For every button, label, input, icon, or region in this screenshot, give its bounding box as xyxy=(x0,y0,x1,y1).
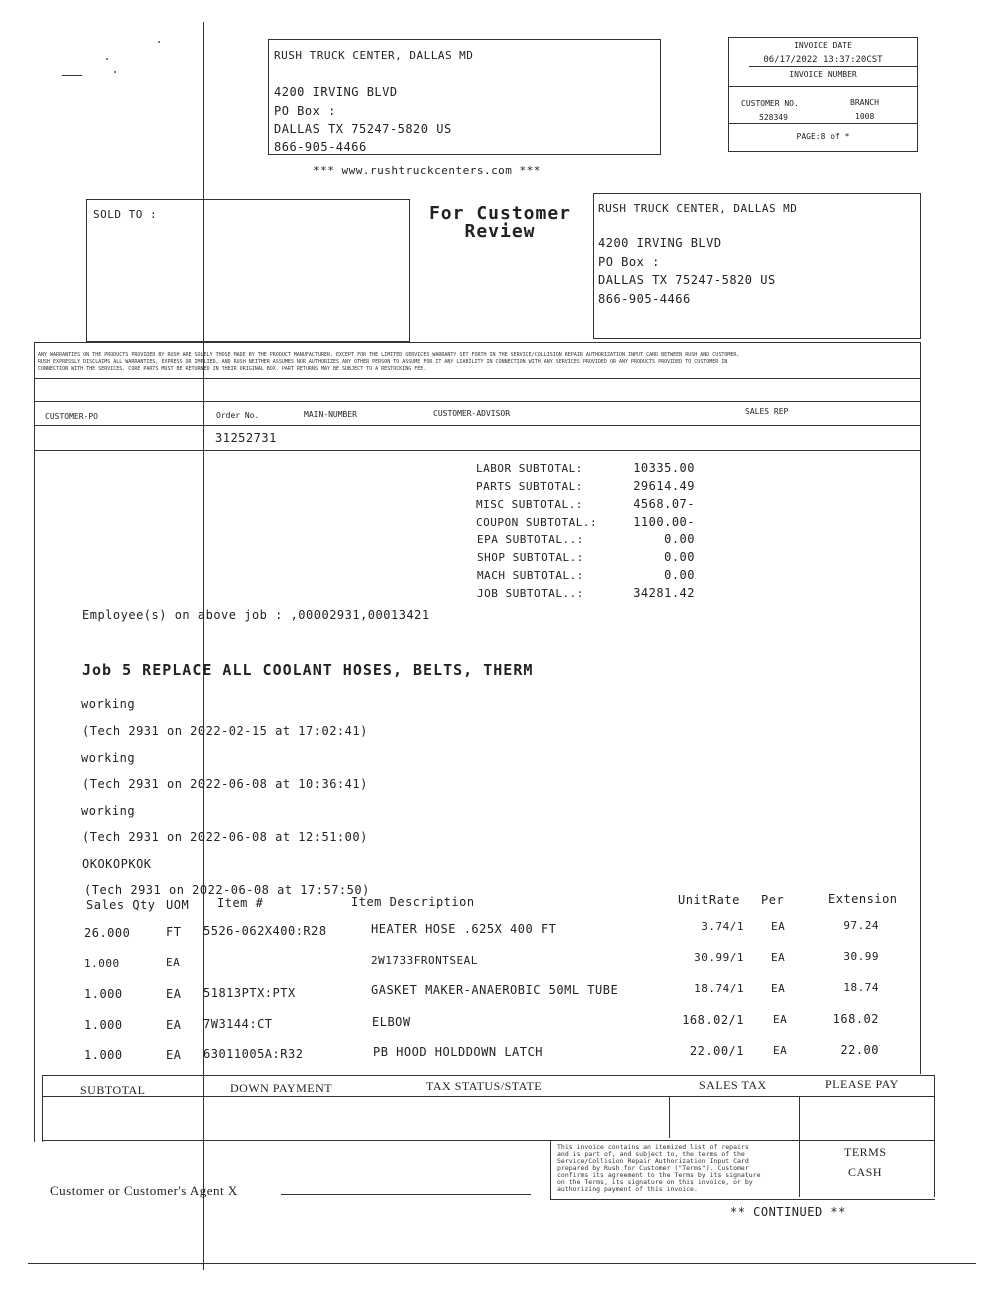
subtotal-value: 34281.42 xyxy=(633,586,695,600)
part-item-number: 51813PTX:PTX xyxy=(203,986,296,1000)
divider xyxy=(799,1096,800,1197)
signature-label: Customer or Customer's Agent X xyxy=(50,1183,238,1198)
part-qty: 26.000 xyxy=(84,926,131,940)
ship-to-po-box: PO Box : xyxy=(598,255,660,269)
part-item-number: 5526-062X400:R28 xyxy=(203,924,327,938)
scan-speck xyxy=(114,71,116,73)
part-uom: EA xyxy=(166,956,181,969)
part-uom: EA xyxy=(166,987,182,1001)
sold-to-box xyxy=(86,199,410,342)
down-payment-header: DOWN PAYMENT xyxy=(230,1081,333,1095)
store-po-box: PO Box : xyxy=(274,104,336,118)
sales-tax-header: SALES TAX xyxy=(699,1078,767,1092)
divider xyxy=(669,1096,670,1138)
sales-rep-header: SALES REP xyxy=(745,407,789,416)
divider xyxy=(550,1140,551,1200)
subtotal-value: 0.00 xyxy=(664,568,695,582)
ship-to-name: RUSH TRUCK CENTER, DALLAS MD xyxy=(598,202,798,215)
invoice-number-label: INVOICE NUMBER xyxy=(789,70,857,79)
job-note: OKOKOPKOK xyxy=(82,857,152,871)
divider xyxy=(749,66,917,67)
part-extension: 168.02 xyxy=(832,1012,879,1026)
scan-speck xyxy=(106,58,108,60)
customer-po-header: CUSTOMER-PO xyxy=(45,412,98,421)
frame-right xyxy=(934,1075,935,1197)
order-no-value: 31252731 xyxy=(215,431,277,445)
terms-label: TERMS xyxy=(844,1145,887,1159)
agreement-text: authorizing payment of this invoice. xyxy=(557,1185,698,1193)
parts-header-extension: Extension xyxy=(828,892,898,906)
parts-header-desc: Item Description xyxy=(351,895,475,909)
warranty-disclaimer-line: RUSH EXPRESSLY DISCLAIMS ALL WARRANTIES, EXPRESS OR IMPLIED, AND RUSH NEITHER ASSUMES NOR AUTHORIZES ANY OTHER PERSON TO ASSUME FOR IT ANY LIABILITY IN CONNECTION WITH ANY SERVICES PROVIDED OR ANY PRODUCTS PROVIDED TO CUSTOMER IN xyxy=(38,359,728,365)
scan-speck xyxy=(158,41,160,43)
ship-to-phone: 866-905-4466 xyxy=(598,292,691,306)
part-description: HEATER HOSE .625X 400 FT xyxy=(371,922,557,936)
invoice-date-label: INVOICE DATE xyxy=(794,41,852,50)
divider xyxy=(729,86,917,87)
branch-label: BRANCH xyxy=(850,98,879,107)
part-item-number: 63011005A:R32 xyxy=(203,1047,304,1061)
subtotal-value: 29614.49 xyxy=(633,479,695,493)
review-subtitle: Review xyxy=(464,221,536,242)
part-per: EA xyxy=(771,920,786,933)
subtotal-label: SHOP SUBTOTAL.: xyxy=(477,551,584,564)
subtotal-label: LABOR SUBTOTAL: xyxy=(476,462,583,475)
job-note: working xyxy=(81,697,136,711)
subtotal-label: EPA SUBTOTAL..: xyxy=(477,533,584,546)
ship-to-city: DALLAS TX 75247-5820 US xyxy=(598,273,776,287)
part-per: EA xyxy=(771,951,786,964)
ship-to-box xyxy=(593,193,921,339)
employees-line: Employee(s) on above job : ,00002931,00013421 xyxy=(82,608,430,622)
part-extension: 22.00 xyxy=(840,1043,879,1057)
part-extension: 30.99 xyxy=(843,950,879,963)
scan-mark xyxy=(62,75,82,76)
divider xyxy=(42,1140,935,1141)
main-number-header: MAIN-NUMBER xyxy=(304,410,357,419)
divider xyxy=(34,401,920,402)
part-unit-rate: 22.00/1 xyxy=(689,1044,744,1058)
divider xyxy=(34,425,920,426)
invoice-info-box xyxy=(728,37,918,152)
part-qty: 1.000 xyxy=(84,957,120,970)
agreement-text: This invoice contains an itemized list of repairs xyxy=(557,1143,749,1151)
subtotal-label: JOB SUBTOTAL..: xyxy=(477,587,584,600)
divider xyxy=(34,378,920,379)
continued-marker: ** CONTINUED ** xyxy=(730,1205,846,1219)
review-title: For Customer xyxy=(428,203,572,224)
ship-to-address: 4200 IRVING BLVD xyxy=(598,236,722,250)
please-pay-header: PLEASE PAY xyxy=(825,1077,899,1091)
subtotal-value: 10335.00 xyxy=(633,461,695,475)
part-description: ELBOW xyxy=(372,1015,411,1029)
customer-no-label: CUSTOMER NO. xyxy=(741,99,799,108)
divider xyxy=(34,342,920,343)
store-address: 4200 IRVING BLVD xyxy=(274,85,398,99)
order-no-header: Order No. xyxy=(216,411,260,420)
store-address-box xyxy=(268,39,661,155)
part-uom: EA xyxy=(166,1018,182,1032)
store-name: RUSH TRUCK CENTER, DALLAS MD xyxy=(274,49,474,62)
divider xyxy=(42,1096,935,1097)
subtotal-label: PARTS SUBTOTAL: xyxy=(476,480,583,493)
parts-header-unit-rate: UnitRate xyxy=(678,893,740,907)
part-item-number: 7W3144:CT xyxy=(203,1017,273,1031)
signature-line[interactable] xyxy=(281,1194,531,1195)
subtotal-value: 4568.07- xyxy=(633,497,695,511)
part-qty: 1.000 xyxy=(84,1048,123,1062)
job-note: (Tech 2931 on 2022-06-08 at 12:51:00) xyxy=(82,830,368,844)
job-note: (Tech 2931 on 2022-02-15 at 17:02:41) xyxy=(82,724,368,738)
job-title: Job 5 REPLACE ALL COOLANT HOSES, BELTS, THERM xyxy=(82,661,534,679)
part-per: EA xyxy=(773,1013,788,1026)
tax-status-header: TAX STATUS/STATE xyxy=(426,1079,543,1093)
job-note: (Tech 2931 on 2022-06-08 at 10:36:41) xyxy=(82,777,368,791)
agreement-text: Service/Collision Repair Authorization Input Card xyxy=(557,1157,749,1165)
part-uom: EA xyxy=(166,1048,182,1062)
parts-header-item: Item # xyxy=(217,896,264,910)
frame-left xyxy=(34,342,35,1142)
warranty-disclaimer-line: ANY WARRANTIES ON THE PRODUCTS PROVIDED BY RUSH ARE SOLELY THOSE MADE BY THE PRODUCT MANUFACTURER. EXCEPT FOR THE LIMITED SERVICES WARRANTY SET FORTH IN THE SERVICE/COLLISION REPAIR AUTHORIZATION INPUT CARD BETWEEN RUSH AND CUSTOMER, xyxy=(38,352,740,358)
customer-advisor-header: CUSTOMER-ADVISOR xyxy=(433,409,511,418)
subtotal-value: 1100.00- xyxy=(633,515,695,529)
part-extension: 97.24 xyxy=(843,919,879,932)
divider xyxy=(729,123,917,124)
subtotal-header: SUBTOTAL xyxy=(80,1083,146,1097)
parts-header-per: Per xyxy=(761,893,785,907)
divider xyxy=(42,1075,935,1076)
part-qty: 1.000 xyxy=(84,1018,123,1032)
part-description: GASKET MAKER-ANAEROBIC 50ML TUBE xyxy=(371,983,619,997)
agreement-text: prepared by Rush for Customer ("Terms"). Customer xyxy=(557,1164,749,1172)
store-city: DALLAS TX 75247-5820 US xyxy=(274,122,452,136)
part-unit-rate: 3.74/1 xyxy=(701,920,744,933)
part-unit-rate: 30.99/1 xyxy=(694,951,744,964)
subtotal-value: 0.00 xyxy=(664,550,695,564)
sold-to-label: SOLD TO : xyxy=(93,208,158,221)
subtotal-label: MISC SUBTOTAL.: xyxy=(476,498,583,511)
part-description: PB HOOD HOLDDOWN LATCH xyxy=(373,1045,543,1059)
frame-left xyxy=(42,1075,43,1142)
part-description: 2W1733FRONTSEAL xyxy=(371,954,478,967)
part-uom: FT xyxy=(166,925,182,939)
subtotal-label: MACH SUBTOTAL.: xyxy=(477,569,584,582)
agreement-text: confirms its agreement to the Terms by its signature xyxy=(557,1171,761,1179)
agreement-text: on the Terms, its signature on this invoice, or by xyxy=(557,1178,753,1186)
store-website: *** www.rushtruckcenters.com *** xyxy=(313,164,541,177)
part-unit-rate: 168.02/1 xyxy=(682,1013,744,1027)
warranty-disclaimer-line: CONNECTION WITH THE SERVICES. CORE PARTS MUST BE RETURNED IN THEIR ORIGINAL BOX. PART RETURNS MAY BE SUBJECT TO A RESTOCKING FEE. xyxy=(38,366,427,372)
store-phone: 866-905-4466 xyxy=(274,140,367,154)
subtotal-label: COUPON SUBTOTAL.: xyxy=(476,516,598,529)
customer-no-value: 528349 xyxy=(759,113,788,122)
job-note: working xyxy=(81,751,136,765)
part-per: EA xyxy=(771,982,786,995)
job-note: working xyxy=(81,804,136,818)
part-per: EA xyxy=(773,1044,788,1057)
divider xyxy=(28,1263,976,1264)
agreement-text: and is part of, and subject to, the terms of the xyxy=(557,1150,745,1158)
part-qty: 1.000 xyxy=(84,987,123,1001)
frame-right xyxy=(920,342,921,1074)
invoice-date-value: 06/17/2022 13:37:20CST xyxy=(763,55,883,65)
terms-value: CASH xyxy=(848,1165,883,1179)
job-note: (Tech 2931 on 2022-06-08 at 17:57:50) xyxy=(84,883,370,897)
part-extension: 18.74 xyxy=(843,981,879,994)
subtotal-value: 0.00 xyxy=(664,532,695,546)
parts-header-uom: UOM xyxy=(166,898,190,912)
page-indicator: PAGE:8 of * xyxy=(796,132,850,141)
branch-value: 1008 xyxy=(855,112,875,121)
divider xyxy=(550,1199,935,1200)
divider xyxy=(34,450,920,451)
part-unit-rate: 18.74/1 xyxy=(694,982,744,995)
parts-header-qty: Sales Qty xyxy=(86,898,156,912)
